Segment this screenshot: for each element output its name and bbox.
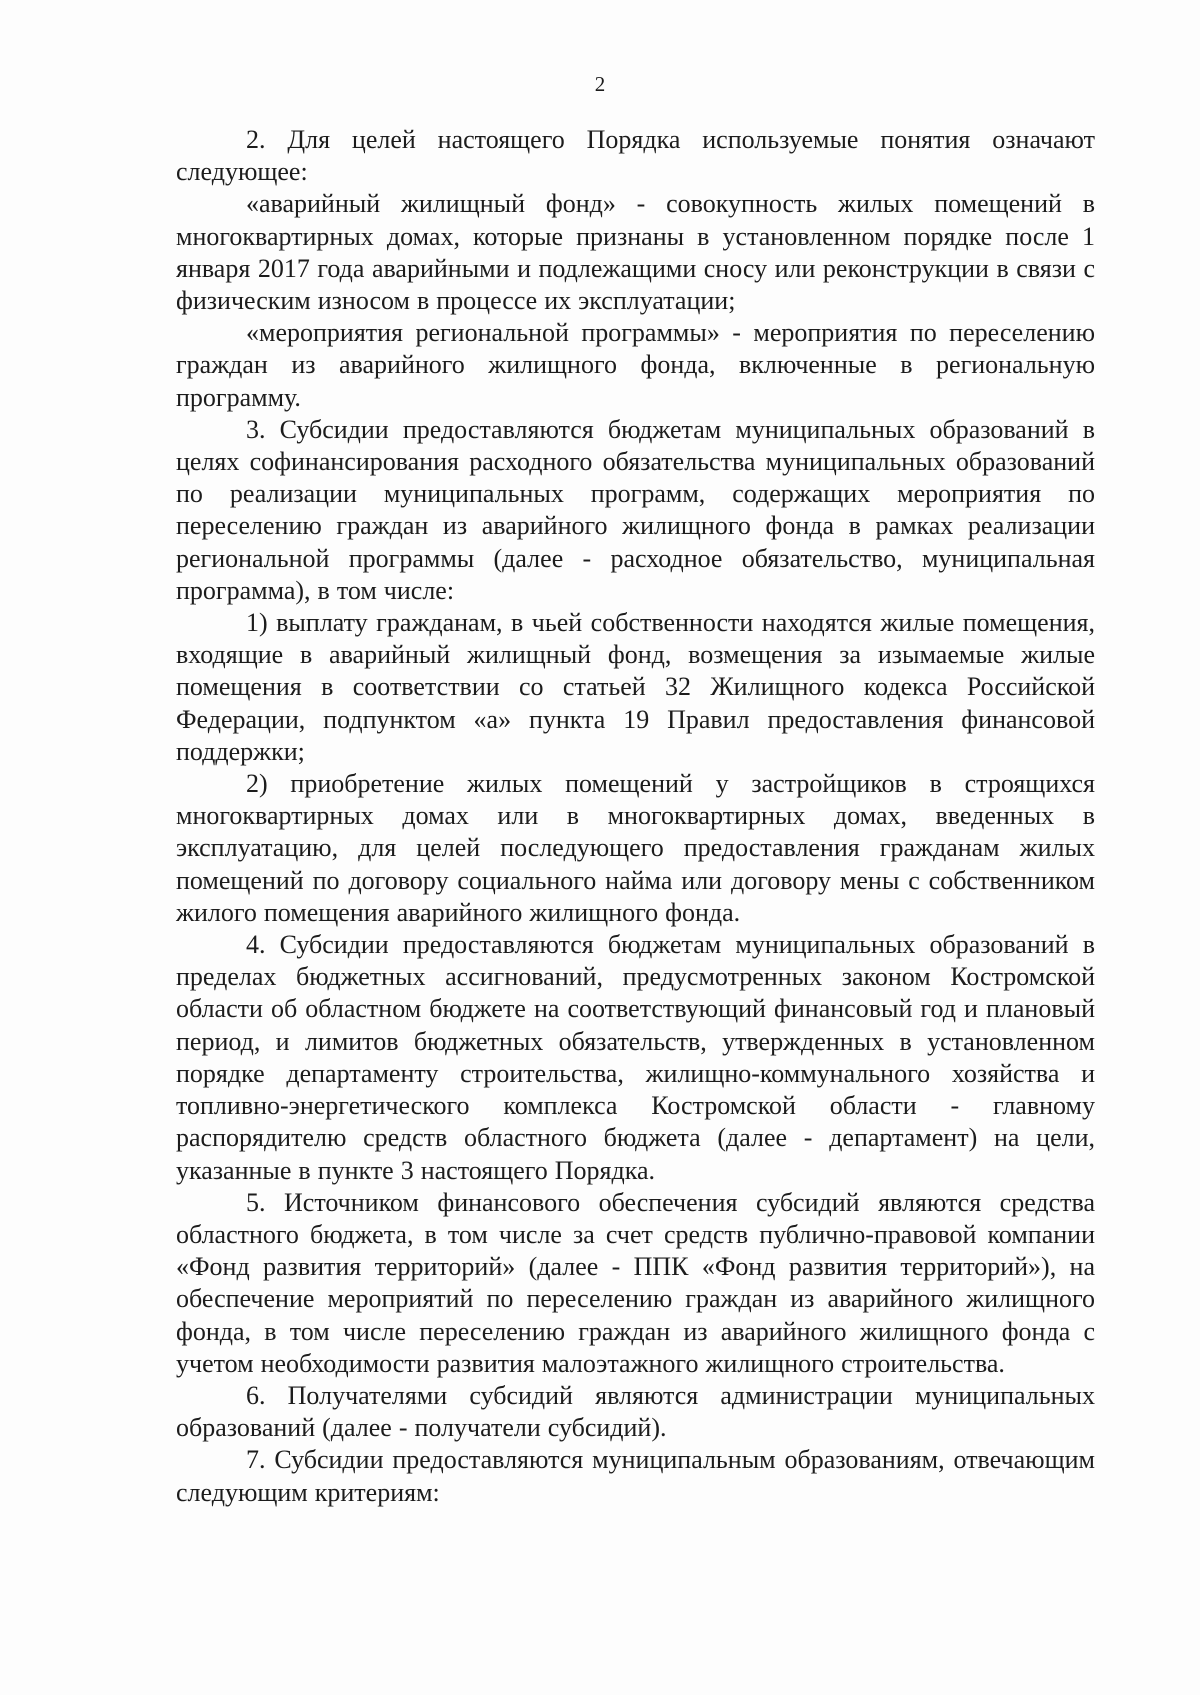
paragraph-item-4: 4. Субсидии предоставляются бюджетам муниципальных образований в пределах бюджетных ассигнований, предусмотренных законом Костромской области об областном бюджете на соответствующий финансовый год и плановый период, и лимитов бюджетных обязательств, утвержденных в установленном порядке департаменту строительства, жилищно-коммунального хозяйства и топливно-энергетического комплекса Костромской области - главному распорядителю средств областного бюджета (далее - департамент) на цели, указанные в пункте 3 настоящего Порядка.	[176, 930, 1095, 1185]
page-number: 2	[594, 72, 606, 96]
paragraph-definition-emergency-housing: «аварийный жилищный фонд» - совокупность жилых помещений в многоквартирных домах, которые признаны в установленном порядке после 1 января 2017 года аварийными и подлежащими сносу или реконструкции в связи с физическим износом в процессе их эксплуатации;	[176, 189, 1095, 316]
paragraph-subitem-2: 2) приобретение жилых помещений у застройщиков в строящихся многоквартирных домах или в многоквартирных домах, введенных в эксплуатацию, для целей последующего предоставления гражданам жилых помещений по договору социального найма или договору мены с собственником жилого помещения аварийного жилищного фонда.	[176, 769, 1095, 927]
paragraph-definition-regional-program: «мероприятия региональной программы» - мероприятия по переселению граждан из аварийного жилищного фонда, включенные в региональную программу.	[176, 318, 1095, 412]
paragraph-subitem-1: 1) выплату гражданам, в чьей собственности находятся жилые помещения, входящие в аварийный жилищный фонд, возмещения за изымаемые жилые помещения в соответствии со статьей 32 Жилищного кодекса Российской Федерации, подпунктом «а» пункта 19 Правил предоставления финансовой поддержки;	[176, 608, 1095, 766]
paragraph-definitions-intro: 2. Для целей настоящего Порядка используемые понятия означают следующее:	[176, 125, 1095, 187]
paragraph-item-5: 5. Источником финансового обеспечения субсидий являются средства областного бюджета, в том числе за счет средств публично-правовой компании «Фонд развития территорий» (далее - ППК «Фонд развития территорий»), на обеспечение мероприятий по переселению граждан из аварийного жилищного фонда, в том числе переселению граждан из аварийного жилищного фонда с учетом необходимости развития малоэтажного жилищного строительства.	[176, 1187, 1095, 1378]
paragraph-item-3: 3. Субсидии предоставляются бюджетам муниципальных образований в целях софинансирования расходного обязательства муниципальных образований по реализации муниципальных программ, содержащих мероприятия по переселению граждан из аварийного жилищного фонда в рамках реализации региональной программы (далее - расходное обязательство, муниципальная программа), в том числе:	[176, 414, 1095, 605]
document-body	[176, 124, 1095, 1509]
paragraph-item-6: 6. Получателями субсидий являются администрации муниципальных образований (далее - получатели субсидий).	[176, 1380, 1095, 1443]
paragraph-item-7: 7. Субсидии предоставляются муниципальным образованиям, отвечающим следующим критериям:	[176, 1445, 1095, 1507]
